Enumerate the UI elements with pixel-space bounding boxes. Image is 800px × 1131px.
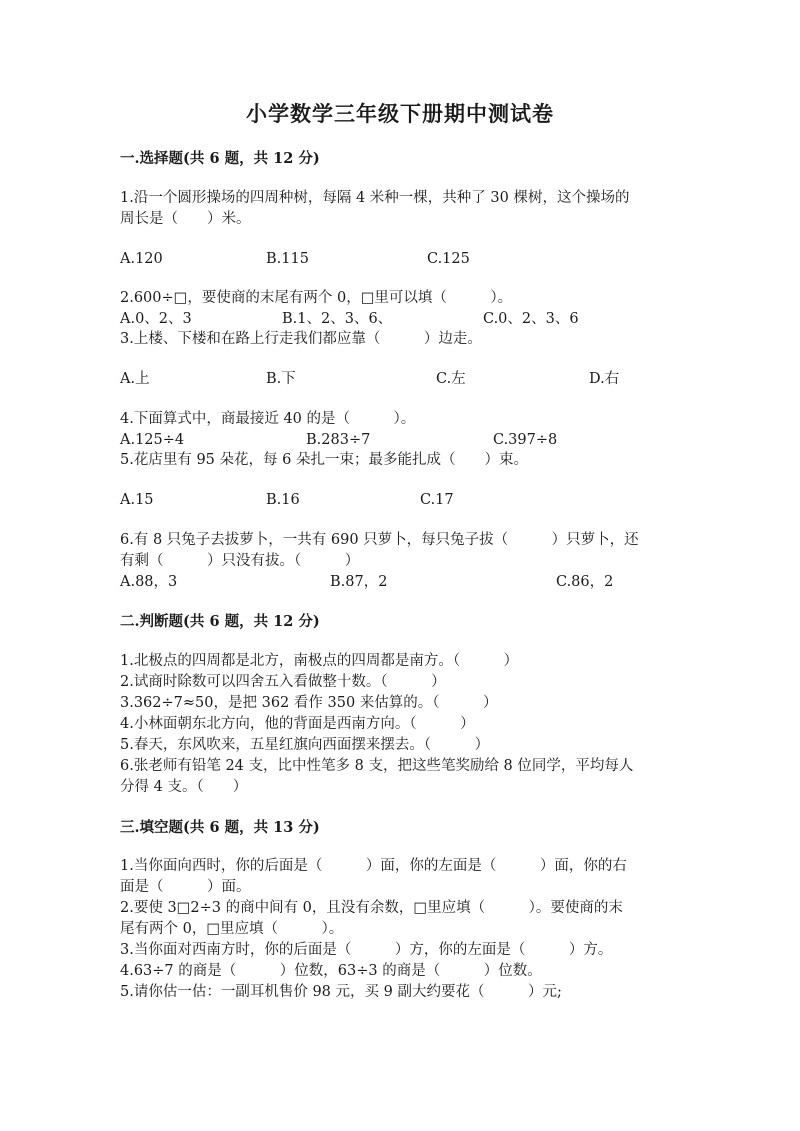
question-text: 2.试商时除数可以四舍五入看做整十数。（ ） xyxy=(120,674,446,690)
question-text: 1.沿一个圆形操场的四周种树，每隔 4 米种一棵，共种了 30 棵树，这个操场的 xyxy=(120,190,630,206)
option-a: A.15 xyxy=(120,492,154,508)
question-text: 周长是（ ）米。 xyxy=(120,211,251,227)
option-b: B.283÷7 xyxy=(306,432,371,448)
question-text: 1.北极点的四周都是北方，南极点的四周都是南方。（ ） xyxy=(120,653,519,669)
option-a: A.0、2、3 xyxy=(120,311,192,327)
question-text: 3.362÷7≈50，是把 362 看作 350 来估算的。（ ） xyxy=(120,695,498,711)
option-b: B.87，2 xyxy=(330,574,388,590)
option-a: A.上 xyxy=(120,371,150,387)
question-text: 5.请你估一估：一副耳机售价 98 元，买 9 副大约要花（ ）元; xyxy=(120,984,562,1000)
option-a: A.125÷4 xyxy=(120,432,185,448)
question-text: 2.600÷□，要使商的末尾有两个 0，□里可以填（ ）。 xyxy=(120,290,513,306)
question-text: 4.下面算式中，商最接近 40 的是（ ）。 xyxy=(120,411,416,427)
question-text: 5.春天，东风吹来，五星红旗向西面摆来摆去。（ ） xyxy=(120,737,490,753)
option-c: C.左 xyxy=(436,371,466,387)
question-text: 4.63÷7 的商是（ ）位数，63÷3 的商是（ ）位数。 xyxy=(120,963,542,979)
question-text: 6.有 8 只兔子去拔萝卜，一共有 690 只萝卜，每只兔子拔（ ）只萝卜，还 xyxy=(120,532,639,548)
option-b: B.1、2、3、6、 xyxy=(282,311,393,327)
question-text: 1.当你面向西时，你的后面是（ ）面，你的左面是（ ）面，你的右 xyxy=(120,858,627,874)
option-c: C.86，2 xyxy=(556,574,614,590)
question-text: 3.上楼、下楼和在路上行走我们都应靠（ ）边走。 xyxy=(120,331,482,347)
option-c: C.0、2、3、6 xyxy=(483,311,579,327)
option-c: C.125 xyxy=(427,251,470,267)
question-text: 3.当你面对西南方时，你的后面是（ ）方，你的左面是（ ）方。 xyxy=(120,942,613,958)
question-text: 4.小林面朝东北方向，他的背面是西南方向。（ ） xyxy=(120,716,475,732)
question-text: 2.要使 3□2÷3 的商中间有 0，且没有余数，□里应填（ ）。要使商的末 xyxy=(120,900,623,916)
section-heading-choice: 一.选择题(共 6 题，共 12 分) xyxy=(120,150,320,167)
option-a: A.120 xyxy=(120,251,163,267)
option-b: B.115 xyxy=(266,251,309,267)
section-heading-judgement: 二.判断题(共 6 题，共 12 分) xyxy=(120,613,320,630)
section-heading-fill-blank: 三.填空题(共 6 题，共 13 分) xyxy=(120,819,320,836)
page-title: 小学数学三年级下册期中测试卷 xyxy=(246,101,554,126)
option-b: B.下 xyxy=(266,371,296,387)
question-text: 6.张老师有铅笔 24 支，比中性笔多 8 支，把这些笔奖励给 8 位同学，平均每人 xyxy=(120,758,634,774)
question-text: 分得 4 支。（ ） xyxy=(120,779,248,795)
question-text: 有剩（ ）只没有拔。（ ） xyxy=(120,553,360,569)
option-a: A.88，3 xyxy=(120,574,178,590)
question-text: 面是（ ）面。 xyxy=(120,879,251,895)
option-c: C.397÷8 xyxy=(493,432,558,448)
question-text: 5.花店里有 95 朵花，每 6 朵扎一束；最多能扎成（ ）束。 xyxy=(120,452,528,468)
option-c: C.17 xyxy=(420,492,454,508)
question-text: 尾有两个 0，□里应填（ ）。 xyxy=(120,921,344,937)
option-b: B.16 xyxy=(266,492,300,508)
option-d: D.右 xyxy=(589,371,620,387)
